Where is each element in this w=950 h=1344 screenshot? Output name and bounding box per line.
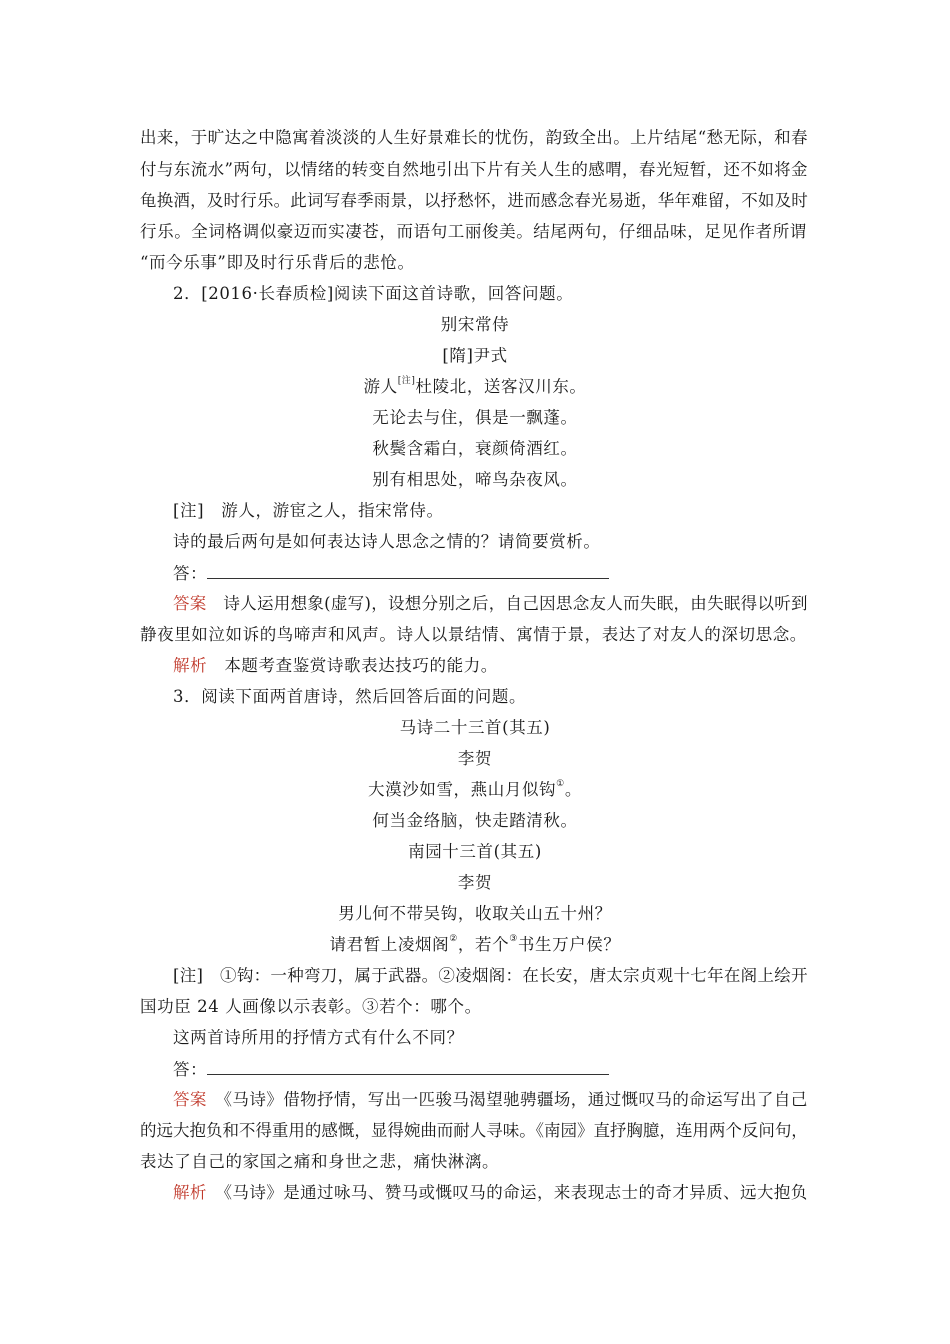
note-marker: ③	[509, 934, 518, 944]
poem-text: 书生万户侯？	[517, 935, 621, 954]
paragraph-line: 付与东流水”两句，以情绪的转变自然地引出下片有关人生的感喟，春光短暂，还不如将金	[140, 160, 808, 179]
poem-line: 别有相思处，啼鸟杂夜风。	[372, 470, 578, 489]
question-2-stem: 2．[2016·长春质检]阅读下面这首诗歌，回答问题。	[173, 284, 574, 303]
answer-text: 的远大抱负和不得重用的感慨，显得婉曲而耐人寻味。《南园》直抒胸臆，连用两个反问句，	[140, 1121, 808, 1140]
answer-label: 答案	[173, 594, 207, 613]
answer-text: 《马诗》借物抒情，写出一匹骏马渴望驰骋疆场，通过慨叹马的命运写出了自己	[223, 1090, 808, 1109]
answer-text: 诗人运用想象(虚写)，设想分别之后，自己因思念友人而失眠，由失眠得以听到	[223, 594, 808, 613]
poem-text: 大漠沙如雪，燕山月似钩	[368, 780, 557, 799]
poem-line: 无论去与住，俱是一飘蓬。	[372, 408, 578, 427]
answer-blank[interactable]	[207, 1059, 609, 1075]
poem-text: 请君暂上凌烟阁	[329, 935, 450, 954]
answer-blank[interactable]	[207, 563, 609, 579]
poem-author: 李贺	[457, 873, 493, 892]
poem-title: 南园十三首(其五)	[408, 842, 542, 861]
poem-line: 秋鬓含霜白，衰颜倚酒红。	[372, 439, 578, 458]
analysis-text: 《马诗》是通过咏马、赞马或慨叹马的命运，来表现志士的奇才异质、远大抱负	[223, 1183, 808, 1202]
note-marker: ①	[556, 779, 565, 789]
analysis-text: 本题考查鉴赏诗歌表达技巧的能力。	[224, 656, 498, 675]
poem-text: ，若个	[457, 935, 510, 954]
note-marker: ②	[449, 934, 458, 944]
answer-text: 表达了自己的家国之痛和身世之悲，痛快淋漓。	[140, 1152, 500, 1171]
poem-author: 李贺	[457, 749, 493, 768]
poem-title: 别宋常侍	[440, 315, 510, 334]
question-text: 这两首诗所用的抒情方式有什么不同？	[173, 1028, 464, 1047]
poem-line	[140, 377, 810, 397]
poem-text: 杜陵北，送客汉川东。	[415, 377, 587, 396]
poem-line: 男儿何不带吴钩，收取关山五十州？	[338, 904, 612, 923]
paragraph-line: 出来，于旷达之中隐寓着淡淡的人生好景难长的忧伤，韵致全出。上片结尾“愁无际，和春	[140, 128, 808, 147]
answer-label: 答案	[173, 1090, 207, 1109]
note-marker: [注]	[397, 376, 416, 386]
question-text: 诗的最后两句是如何表达诗人思念之情的？请简要赏析。	[173, 532, 601, 551]
poem-text: 游人	[363, 377, 398, 396]
analysis-paragraph	[173, 656, 498, 676]
question-3-stem: 3．阅读下面两首唐诗，然后回答后面的问题。	[173, 687, 527, 706]
paragraph-line: 龟换酒，及时行乐。此词写春季雨景，以抒愁怀，进而感念春光易逝，华年难留，不如及时	[140, 191, 808, 210]
poem-author: [隋]尹式	[442, 346, 508, 365]
answer-paragraph	[173, 1090, 808, 1110]
answer-text: 静夜里如泣如诉的鸟啼声和风声。诗人以景结情、寓情于景，表达了对友人的深切思念。	[140, 625, 807, 644]
paragraph-line: “而今乐事”即及时行乐背后的悲怆。	[140, 253, 415, 272]
answer-line	[173, 563, 609, 584]
poem-text: 。	[564, 780, 582, 799]
analysis-label: 解析	[173, 656, 208, 675]
answer-prompt: 答：	[173, 1060, 208, 1079]
poem-line	[140, 935, 810, 955]
analysis-paragraph	[173, 1183, 808, 1203]
analysis-label: 解析	[173, 1183, 207, 1202]
poem-line	[140, 780, 810, 800]
poem-title: 马诗二十三首(其五)	[399, 718, 551, 737]
answer-prompt: 答：	[173, 564, 208, 583]
answer-paragraph	[173, 594, 808, 614]
poem-note: 国功臣 24 人画像以示表彰。③若个：哪个。	[140, 997, 482, 1016]
answer-line	[173, 1059, 609, 1080]
paragraph-line: 行乐。全词格调似豪迈而实凄苍，而语句工丽俊美。结尾两句，仔细品味，足见作者所谓	[140, 222, 807, 241]
poem-line: 何当金络脑，快走踏清秋。	[372, 811, 578, 830]
poem-note: [注] ①钩：一种弯刀，属于武器。②凌烟阁：在长安，唐太宗贞观十七年在阁上绘开	[173, 966, 808, 985]
poem-note: [注] 游人，游宦之人，指宋常侍。	[173, 501, 444, 520]
